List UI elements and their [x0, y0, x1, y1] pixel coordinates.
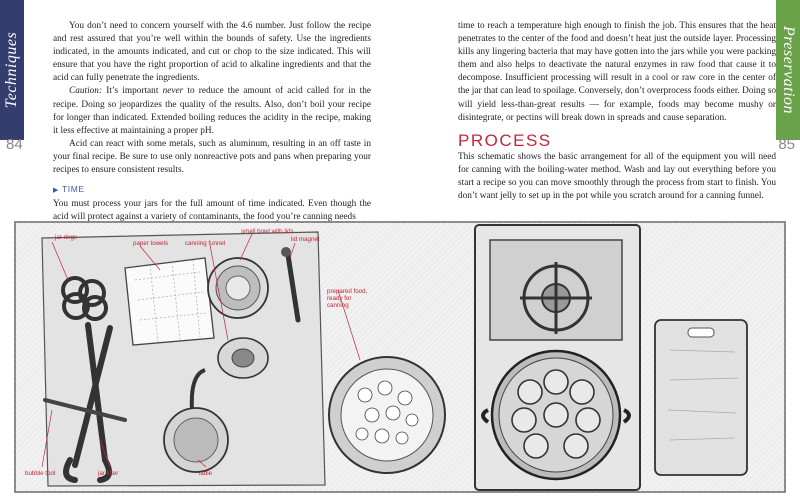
text-run: to reduce the amount of acid called for in the recipe. Doing so jeopardizes the quality of the results. Also, don’t boil your recipe for longer than indicated. Extended boiling reduces the acidity in the recipe, making it less effective at maintaining a proper pH. — [53, 86, 371, 136]
cutting-board-icon — [655, 320, 747, 475]
prepared-food-bowl-icon — [329, 357, 445, 473]
right-text-column — [458, 20, 776, 203]
label-jar-rings: jar rings — [55, 234, 78, 241]
page-number-right: 85 — [778, 136, 795, 153]
label-line: prepared food, — [327, 288, 368, 295]
label-paper-towels: paper towels — [133, 240, 169, 247]
text-run: It’s important — [102, 86, 163, 97]
label-small-bowl: small bowl with lids — [241, 228, 294, 235]
left-text-column — [53, 20, 371, 224]
label-bubble-tool: bubble tool — [25, 470, 56, 477]
small-bowl-icon — [208, 258, 268, 318]
emphasis: never — [162, 86, 184, 97]
label-canning-funnel: canning funnel — [185, 240, 226, 247]
paragraph-caution — [53, 85, 371, 137]
paragraph: This schematic shows the basic arrangement for all of the equipment you will need for canning with the boiling-water method. Wash and lay out everything before you start a recipe so you can move smoothly through the process from start to finish. You don’t want jelly to set up in the pot while you scratch around for a canning funnel. — [458, 151, 776, 202]
section-tab-label: Techniques — [3, 31, 20, 109]
section-heading-process: PROCESS — [458, 130, 552, 150]
subheading-time — [53, 183, 371, 197]
section-tab-left — [0, 0, 24, 140]
label-line: ready for — [327, 295, 352, 302]
label-jar-lifter: jar lifter — [98, 470, 119, 477]
subheading-label: TIME — [61, 184, 85, 195]
label-ladle: ladle — [199, 470, 213, 477]
label-prepared-food — [327, 288, 367, 309]
canning-funnel-icon — [218, 338, 268, 378]
page-number-left: 84 — [6, 136, 23, 153]
canning-setup-illustration — [0, 210, 800, 497]
label-lid-magnet: lid magnet — [291, 236, 320, 243]
paragraph: You must process your jars for the full amount of time indicated. Even though the acid will protect against a variety of contaminants, the food you’re canning needs — [53, 199, 371, 223]
section-tab-right — [776, 0, 800, 140]
paper-towels-icon — [125, 258, 214, 345]
section-tab-label: Preservation — [780, 25, 797, 115]
paragraph: time to reach a temperature high enough to finish the job. This ensures that the heat penetrates to the center of the food and doesn’t heat just the outside layer. Processing kills any lingering bacteria that may have gotten into the jars while you were packing them and also helps to deactivate the natural enzymes in raw food that cause it to decompose. Insufficient processing will result in a cool or raw core in the center of the jar that can lead to spoilage. Conversely, don’t overprocess foods either. Doing so will yield less-than-great results — for example, foods may become mushy or disintegrate, or pectins will break down in spreads and cause separation. — [458, 21, 776, 123]
label-line: canning — [327, 302, 349, 309]
caution-term: Caution: — [69, 86, 103, 97]
paragraph: You don’t need to concern yourself with the 4.6 number. Just follow the recipe and rest assured that you’re well within the bounds of safety. Use the ingredients indicated, in the amounts indicated, and cut or chop to the size indicated. This will ensure that you have the right proportion of acid to alkaline ingredients and that the acid can fully penetrate the ingredients. — [53, 21, 371, 84]
triangle-bullet-icon: ▶ — [53, 187, 59, 195]
paragraph: Acid can react with some metals, such as aluminum, resulting in an off taste in your final recipe. Be sure to use only nonreactive pots and pans when preparing your recipes to ensure consistent results. — [53, 138, 371, 176]
